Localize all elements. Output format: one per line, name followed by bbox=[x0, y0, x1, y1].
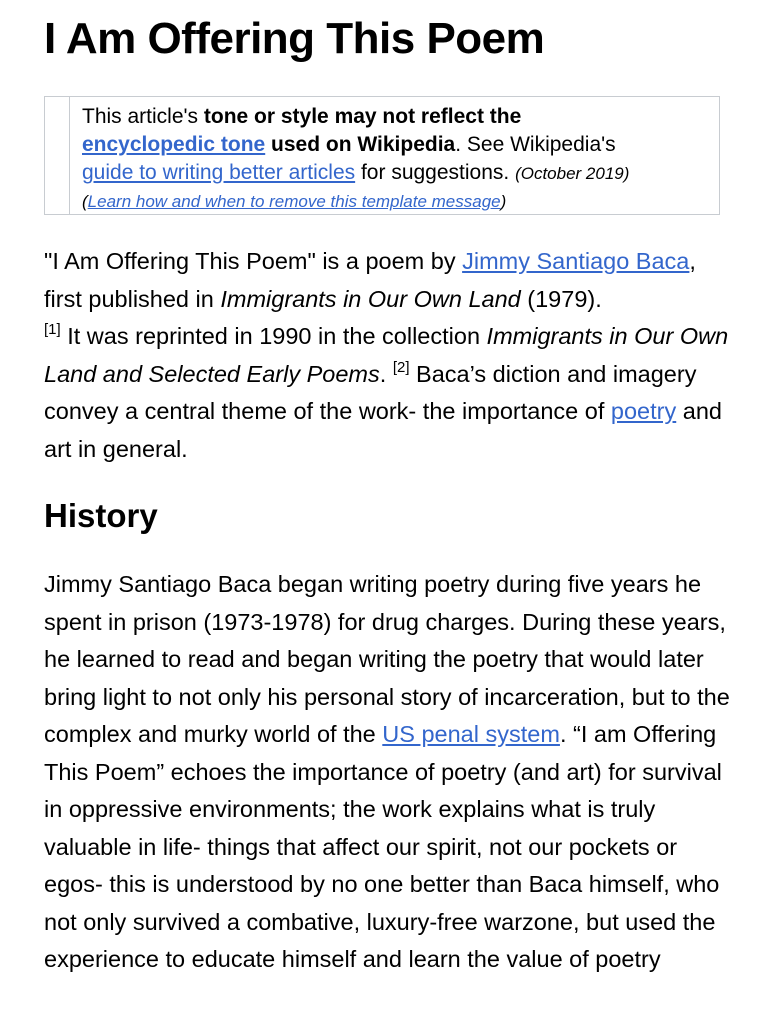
notice-bold-a: tone or style may not reflect the bbox=[203, 105, 522, 128]
notice-open-paren: ( bbox=[82, 192, 88, 211]
work-title-1: Immigrants in Our Own Land bbox=[220, 285, 521, 312]
notice-date: (October 2019) bbox=[515, 164, 630, 183]
intro-text-3: (1979). bbox=[520, 285, 602, 312]
notice-text bbox=[82, 103, 710, 215]
history-text-2: . “I am Offering This Poem” echoes the importance of poetry (and art) for survival in oppressive environments; the work explains what is truly valuable in life- things that affect our spirit, not our pockets or egos- this is understood by no one better than Baca himself, who not only survived a combative, luxury-free warzone, but used the experience to educate himself and learn the value of poetry bbox=[44, 721, 722, 972]
notice-prefix: This article's bbox=[82, 105, 204, 128]
notice-close-paren: ) bbox=[500, 192, 507, 211]
history-paragraph bbox=[44, 566, 734, 979]
notice-bold-b: used on Wikipedia bbox=[265, 133, 456, 156]
tone-notice-box bbox=[44, 96, 720, 215]
encyclopedic-tone-link[interactable]: encyclopedic tone bbox=[82, 133, 266, 156]
penal-system-link[interactable]: US penal system bbox=[382, 721, 560, 747]
reference-2-link[interactable]: [2] bbox=[392, 358, 410, 376]
intro-text-5: . bbox=[379, 360, 393, 387]
intro-text-1: "I Am Offering This Poem" is a poem by bbox=[44, 248, 463, 274]
poetry-link[interactable]: poetry bbox=[610, 398, 677, 424]
intro-text-2: , first published in bbox=[44, 248, 696, 312]
intro-text-6: Baca’s diction and imagery convey a central theme of the work- the importance of bbox=[44, 360, 697, 424]
history-heading: History bbox=[44, 497, 158, 534]
notice-mid: . See Wikipedia's bbox=[455, 133, 616, 156]
page-title: I Am Offering This Poem bbox=[44, 14, 545, 63]
reference-1-link[interactable]: [1] bbox=[44, 321, 61, 338]
history-text-1: Jimmy Santiago Baca began writing poetry during five years he spent in prison (1973-1978) for drug charges. During these years, he learned to read and began writing the poetry that would later bring light to not only his personal story of incarceration, but to the complex and murky world of the bbox=[44, 571, 730, 747]
notice-side-bar bbox=[45, 97, 70, 214]
intro-paragraph bbox=[44, 243, 734, 468]
notice-suffix: for suggestions. bbox=[355, 161, 516, 184]
author-link[interactable]: Jimmy Santiago Baca bbox=[462, 248, 690, 274]
intro-text-4: It was reprinted in 1990 in the collection bbox=[60, 323, 487, 349]
work-title-2: Immigrants in Our Own Land and Selected Early Poems bbox=[44, 323, 729, 387]
remove-template-link[interactable]: Learn how and when to remove this template message bbox=[87, 192, 501, 211]
intro-text-7: and art in general. bbox=[44, 398, 722, 462]
writing-guide-link[interactable]: guide to writing better articles bbox=[82, 161, 356, 184]
